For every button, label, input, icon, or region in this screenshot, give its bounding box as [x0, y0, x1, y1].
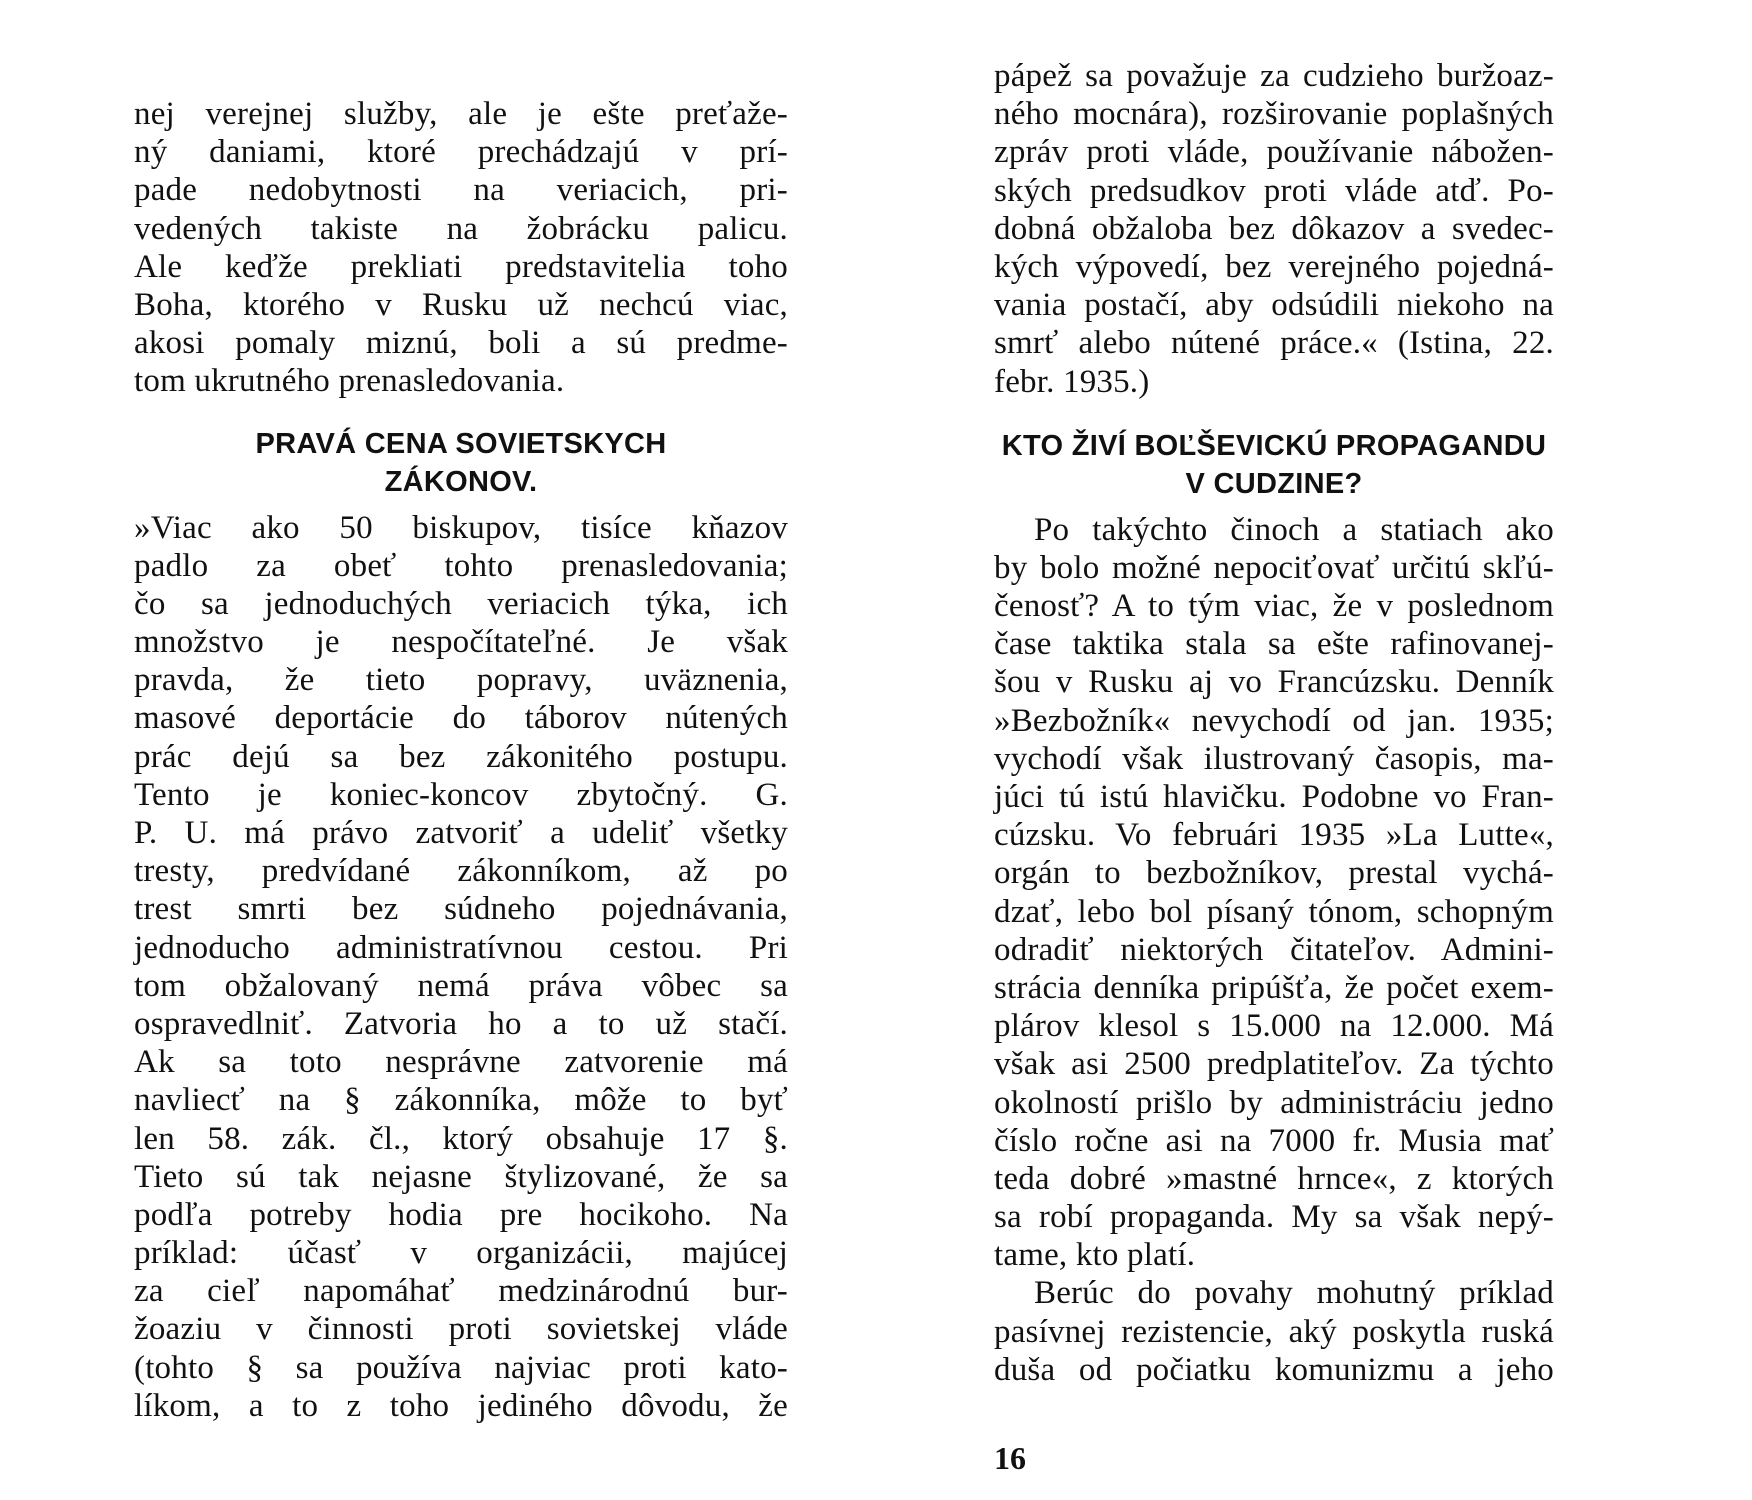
- text-line: príklad: účasť v organizácii, majúcej: [134, 1235, 788, 1272]
- text-line: čenosť? A to tým viac, že v poslednom: [994, 588, 1554, 625]
- text-line: číslo ročne asi na 7000 fr. Musia mať: [994, 1122, 1554, 1159]
- right-page: [876, 0, 1752, 1500]
- right-paragraph-3: [994, 1274, 1554, 1389]
- text-line: nej verejnej služby, ale je ešte preťaže-: [134, 96, 788, 132]
- text-line: plárov klesol s 15.000 na 12.000. Má: [994, 1008, 1554, 1045]
- text-line: tame, kto platí.: [994, 1237, 1196, 1274]
- text-line: tresty, predvídané zákonníkom, až po: [134, 853, 788, 890]
- text-line: trest smrti bez súdneho pojednávania,: [134, 891, 788, 928]
- text-line: strácia denníka pripúšťa, že počet exem-: [994, 969, 1554, 1006]
- text-line: Tento je koniec-koncov zbytočný. G.: [134, 776, 788, 813]
- text-line: ospravedlniť. Zatvoria ho a to už stačí.: [134, 1005, 788, 1042]
- text-line: čase taktika stala sa ešte rafinovanej-: [994, 626, 1554, 663]
- text-line: len 58. zák. čl., ktorý obsahuje 17 §.: [134, 1120, 788, 1157]
- text-line: febr. 1935.): [994, 363, 1150, 400]
- text-line: tom ukrutného prenasledovania.: [134, 363, 565, 400]
- text-line: duša od počiatku komunizmu a jeho: [994, 1351, 1554, 1388]
- text-line: prác dejú sa bez zákonitého postupu.: [134, 738, 788, 775]
- text-line: orgán to bezbožníkov, prestal vychá-: [994, 855, 1554, 892]
- right-text-column: [994, 57, 1554, 1389]
- right-paragraph-2: [994, 511, 1554, 1275]
- text-line: vedených takiste na žobrácku palicu.: [134, 210, 788, 247]
- text-line: tom obžalovaný nemá práva vôbec sa: [134, 967, 788, 1004]
- text-line: júci tú istú hlavičku. Podobne vo Fran-: [994, 779, 1554, 815]
- text-line: čo sa jednoduchých veriacich týka, ich: [134, 585, 788, 622]
- heading-line: V CUDZINE?: [1185, 467, 1363, 500]
- text-line: však asi 2500 predplatiteľov. Za týchto: [994, 1046, 1554, 1083]
- text-line: pápež sa považuje za cudzieho buržoaz-: [994, 58, 1554, 94]
- text-line: ských predsudkov proti vláde atď. Po-: [994, 172, 1554, 209]
- text-line: podľa potreby hodia pre hocikoho. Na: [134, 1196, 788, 1233]
- text-line: ného mocnára), rozširovanie poplašných: [994, 96, 1554, 133]
- text-line: by bolo možné nepociťovať určitú skľú-: [994, 549, 1554, 586]
- text-line: navliecť na § zákonníka, môže to byť: [134, 1082, 788, 1119]
- text-line: smrť alebo nútené práce.« (Istina, 22.: [994, 325, 1554, 362]
- text-line: cúzsku. Vo februári 1935 »La Lutte«,: [994, 817, 1554, 854]
- text-line: Ale keďže prekliati predstavitelia toho: [134, 248, 788, 285]
- text-line: okolností prišlo by administráciu jedno: [994, 1084, 1554, 1121]
- text-line: masové deportácie do táborov nútených: [134, 700, 788, 737]
- text-line: množstvo je nespočítateľné. Je však: [134, 624, 788, 661]
- text-line: kých výpovedí, bez verejného pojedná-: [994, 248, 1554, 285]
- text-line: vychodí však ilustrovaný časopis, ma-: [994, 740, 1554, 777]
- text-line: zpráv proti vláde, používanie nábožen-: [994, 134, 1554, 171]
- text-line: akosi pomaly miznú, boli a sú predme-: [134, 325, 788, 362]
- left-text-column: [134, 95, 788, 1425]
- text-line: jednoducho administratívnou cestou. Pri: [134, 929, 788, 966]
- heading-line: KTO ŽIVÍ BOĽŠEVICKÚ PROPAGANDU: [1001, 429, 1547, 462]
- heading-line: PRAVÁ CENA SOVIETSKYCH: [255, 427, 667, 460]
- section-heading-propaganda: [994, 427, 1554, 503]
- text-line: pasívnej rezistencie, aký poskytla ruská: [994, 1313, 1554, 1350]
- left-paragraph-2: [134, 509, 788, 1426]
- text-line: Po takýchto činoch a statiach ako: [1034, 511, 1554, 548]
- text-line: líkom, a to z toho jediného dôvodu, že: [134, 1387, 788, 1424]
- text-line: vania postačí, aby odsúdili niekoho na: [994, 287, 1554, 324]
- text-line: odradiť niektorých čitateľov. Admini-: [994, 931, 1554, 968]
- text-line: Tieto sú tak nejasne štylizované, že sa: [134, 1158, 788, 1195]
- text-line: Ak sa toto nesprávne zatvorenie má: [134, 1044, 788, 1081]
- text-line: sa robí propaganda. My sa však nepý-: [994, 1199, 1554, 1236]
- text-line: za cieľ napomáhať medzinárodnú bur-: [134, 1273, 788, 1310]
- text-line: dzať, lebo bol písaný tónom, schopným: [994, 893, 1554, 930]
- text-line: »Viac ako 50 biskupov, tisíce kňazov: [134, 509, 788, 546]
- text-line: P. U. má právo zatvoriť a udeliť všetky: [134, 815, 788, 851]
- left-paragraph-1: [134, 95, 788, 401]
- page-number: 16: [994, 1440, 1026, 1476]
- text-line: »Bezbožník« nevychodí od jan. 1935;: [994, 702, 1554, 739]
- section-heading-soviet-laws: [134, 425, 788, 501]
- text-line: ný daniami, ktoré prechádzajú v prí-: [134, 134, 788, 171]
- right-paragraph-1: [994, 57, 1554, 401]
- heading-line: ZÁKONOV.: [384, 465, 538, 498]
- text-line: teda dobré »mastné hrnce«, z ktorých: [994, 1160, 1554, 1197]
- text-line: dobná obžaloba bez dôkazov a svedec-: [994, 210, 1554, 247]
- text-line: (tohto § sa používa najviac proti kato-: [134, 1349, 788, 1386]
- text-line: padlo za obeť tohto prenasledovania;: [134, 547, 788, 584]
- text-line: žoaziu v činnosti proti sovietskej vláde: [134, 1311, 788, 1348]
- text-line: šou v Rusku aj vo Francúzsku. Denník: [994, 664, 1554, 701]
- text-line: pade nedobytnosti na veriacich, pri-: [134, 172, 788, 209]
- text-line: Berúc do povahy mohutný príklad: [1034, 1275, 1554, 1312]
- text-line: pravda, že tieto popravy, uväznenia,: [134, 662, 788, 699]
- text-line: Boha, ktorého v Rusku už nechcú viac,: [134, 286, 788, 323]
